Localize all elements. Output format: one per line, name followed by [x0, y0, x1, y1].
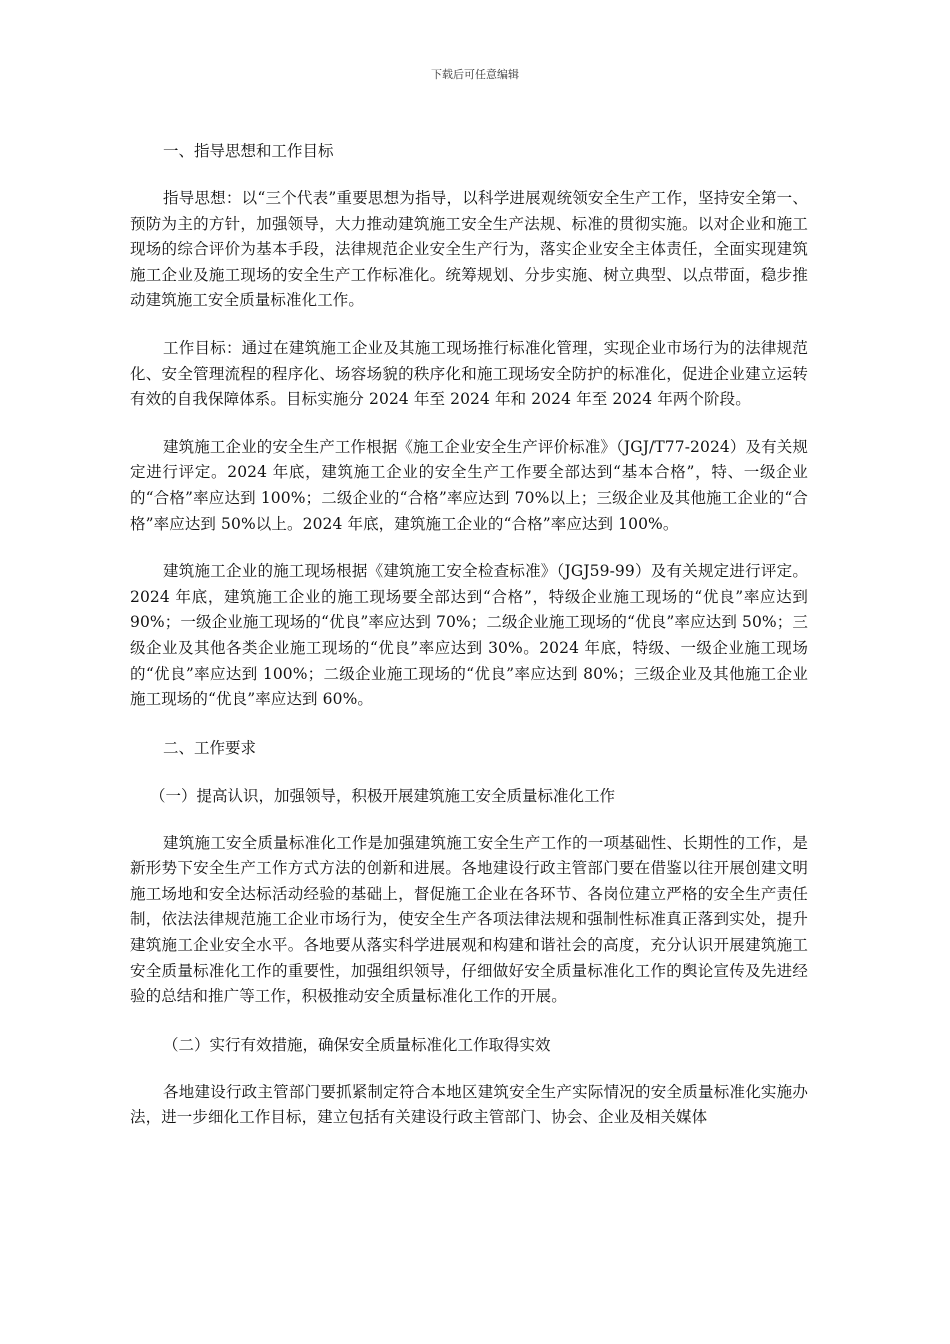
page-header-note: 下载后可任意编辑 [431, 68, 519, 81]
document-body [130, 138, 808, 1153]
subsection-2-paragraph: 各地建设行政主管部门要抓紧制定符合本地区建筑安全生产实际情况的安全质量标准化实施办法，进一步细化工作目标，建立包括有关建设行政主管部门、协会、企业及相关媒体 [130, 1082, 808, 1127]
section-1-heading: 一、指导思想和工作目标 [163, 142, 334, 160]
guiding-ideology-paragraph: 指导思想：以“三个代表”重要思想为指导，以科学进展观统领安全生产工作，坚持安全第一、预防为主的方针，加强领导，大力推动建筑施工安全生产法规、标准的贯彻实施。以对企业和施工现场的综合评价为基本手段，法律规范企业安全生产行为，落实企业安全主体责任，全面实现建筑施工企业及施工现场的安全生产工作标准化。统筹规划、分步实施、树立典型、以点带面，稳步推动建筑施工安全质量标准化工作。 [130, 189, 808, 310]
site-evaluation-paragraph: 建筑施工企业的施工现场根据《建筑施工安全检查标准》（JGJ59-99）及有关规定进行评定。2024 年底，建筑施工企业的施工现场要全部达到“合格”，特级企业施工现场的“优良”率应达到 90%；一级企业施工现场的“优良”率应达到 70%；二级企业施工现场的“优良”率应达到 50%；三级企业及其他各类企业施工现场的“优良”率应达到 30%。2024 年底，特级、一级企业施工现场的“优良”率应达到 100%；二级企业施工现场的“优良”率应达到 80%；三级企业及其他施工企业施工现场的“优良”率应达到 60%。 [130, 562, 808, 709]
work-goal-paragraph: 工作目标：通过在建筑施工企业及其施工现场推行标准化管理，实现企业市场行为的法律规范化、安全管理流程的程序化、场容场貌的秩序化和施工现场安全防护的标准化，促进企业建立运转有效的自我保障体系。目标实施分 2024 年至 2024 年和 2024 年至 2024 年两个阶段。 [130, 338, 808, 409]
subsection-1-heading: （一）提高认识，加强领导，积极开展建筑施工安全质量标准化工作 [150, 786, 616, 805]
section-2-heading: 二、工作要求 [163, 738, 257, 757]
subsection-2-heading: （二）实行有效措施，确保安全质量标准化工作取得实效 [163, 1035, 551, 1054]
enterprise-evaluation-paragraph: 建筑施工企业的安全生产工作根据《施工企业安全生产评价标准》（JGJ/T77-2024）及有关规定进行评定。2024 年底，建筑施工企业的安全生产工作要全部达到“基本合格”，特、一级企业的“合格”率应达到 100%；二级企业的“合格”率应达到 70%以上；三级企业及其他施工企业的“合格”率应达到 50%以上。2024 年底，建筑施工企业的“合格”率应达到 100%。 [130, 437, 808, 533]
subsection-1-paragraph: 建筑施工安全质量标准化工作是加强建筑施工安全生产工作的一项基础性、长期性的工作，是新形势下安全生产工作方式方法的创新和进展。各地建设行政主管部门要在借鉴以往开展创建文明施工场地和安全达标活动经验的基础上，督促施工企业在各环节、各岗位建立严格的安全生产责任制，依法法律规范施工企业市场行为，使安全生产各项法律法规和强制性标准真正落到实处，提升建筑施工企业安全水平。各地要从落实科学进展观和构建和谐社会的高度，充分认识开展建筑施工安全质量标准化工作的重要性，加强组织领导，仔细做好安全质量标准化工作的舆论宣传及先进经验的总结和推广等工作，积极推动安全质量标准化工作的开展。 [130, 833, 808, 1006]
